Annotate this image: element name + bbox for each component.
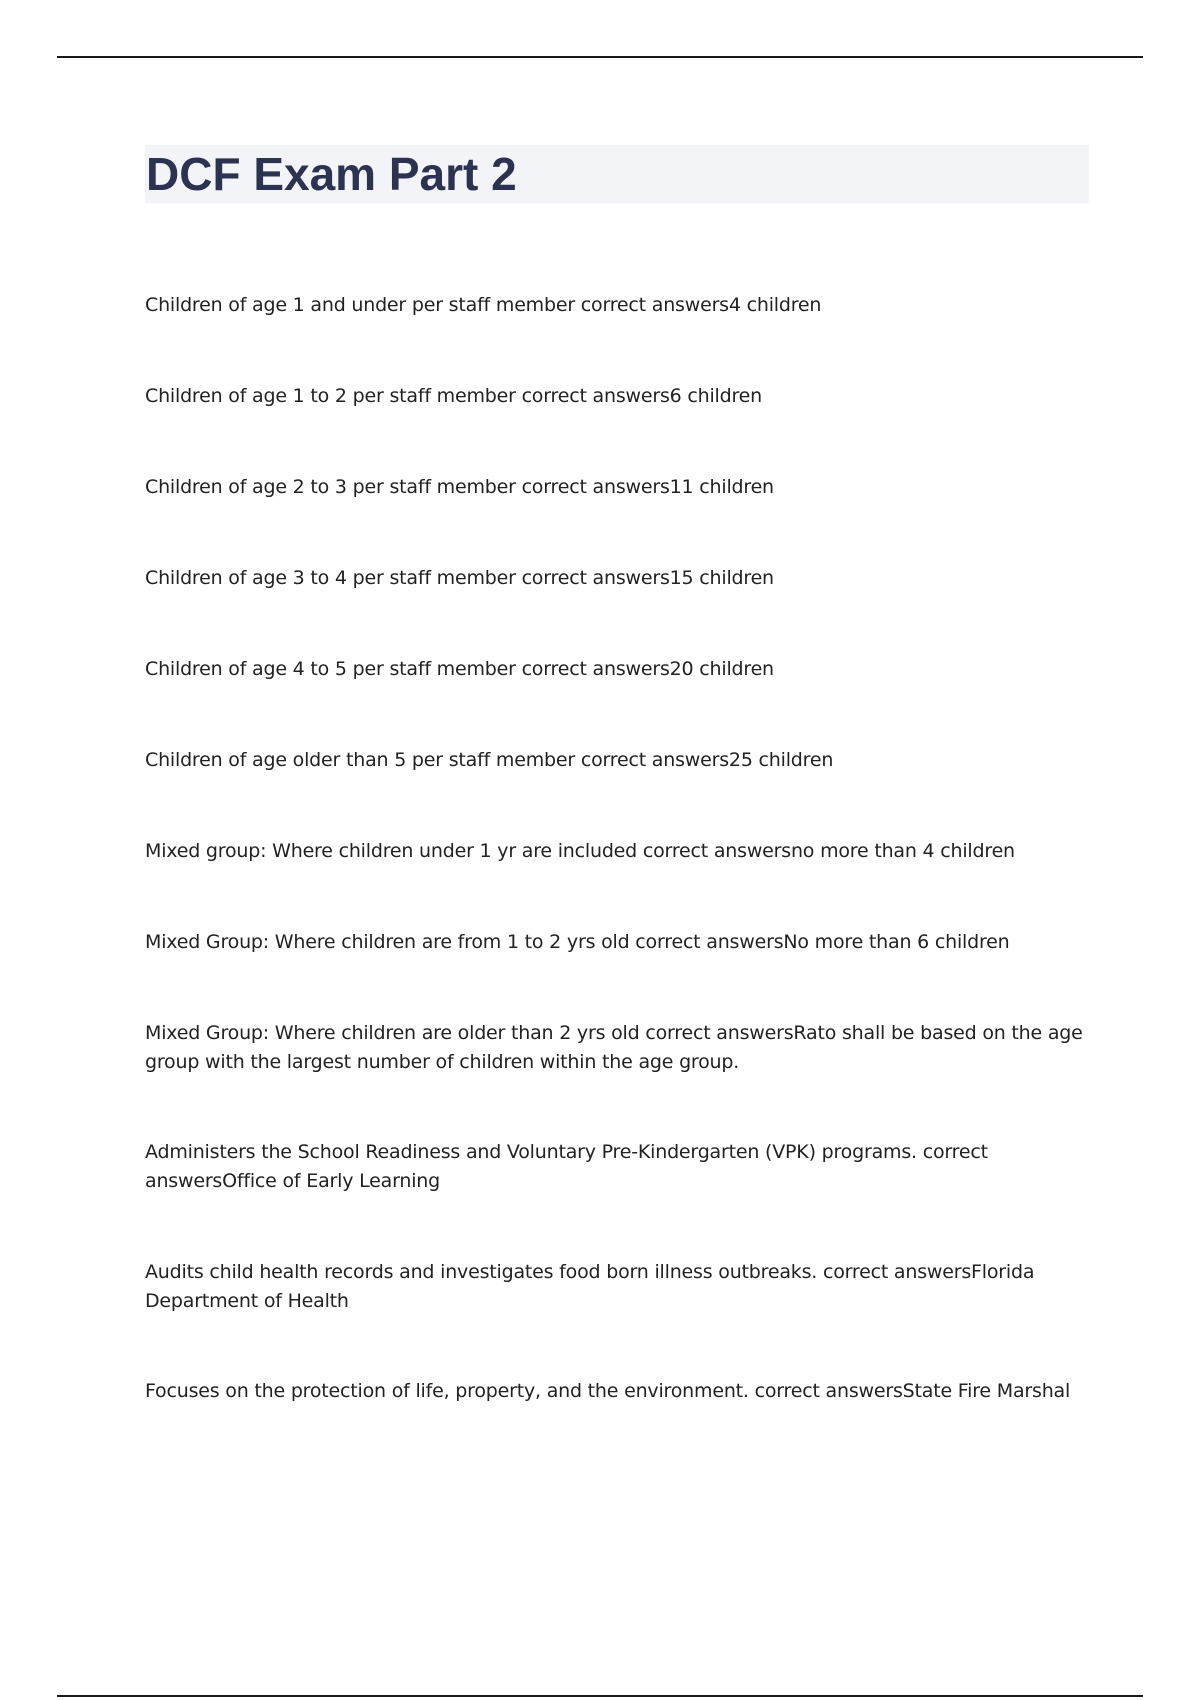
qa-item: Administers the School Readiness and Voluntary Pre-Kindergarten (VPK) programs. correct answersOffice of Early Learning [145, 1141, 988, 1192]
qa-item: Mixed Group: Where children are from 1 to 2 yrs old correct answersNo more than 6 children [145, 931, 1010, 953]
qa-item: Mixed Group: Where children are older than 2 yrs old correct answersRato shall be based on the age group with the largest number of children within the age group. [145, 1022, 1083, 1073]
qa-item: Children of age 3 to 4 per staff member correct answers15 children [145, 567, 774, 589]
qa-item: Children of age 1 to 2 per staff member correct answers6 children [145, 385, 763, 407]
qa-item: Audits child health records and investigates food born illness outbreaks. correct answersFlorida Department of Health [145, 1261, 1035, 1312]
header-rule [57, 56, 1143, 58]
document-title: DCF Exam Part 2 [146, 148, 517, 200]
qa-item: Children of age older than 5 per staff member correct answers25 children [145, 749, 834, 771]
qa-item: Children of age 1 and under per staff member correct answers4 children [145, 294, 822, 316]
qa-item: Children of age 4 to 5 per staff member correct answers20 children [145, 658, 774, 680]
qa-item: Mixed group: Where children under 1 yr are included correct answersno more than 4 children [145, 840, 1015, 862]
footer-rule [57, 1695, 1143, 1697]
qa-item: Children of age 2 to 3 per staff member correct answers11 children [145, 476, 774, 498]
qa-item: Focuses on the protection of life, property, and the environment. correct answersState Fire Marshal [145, 1380, 1071, 1402]
